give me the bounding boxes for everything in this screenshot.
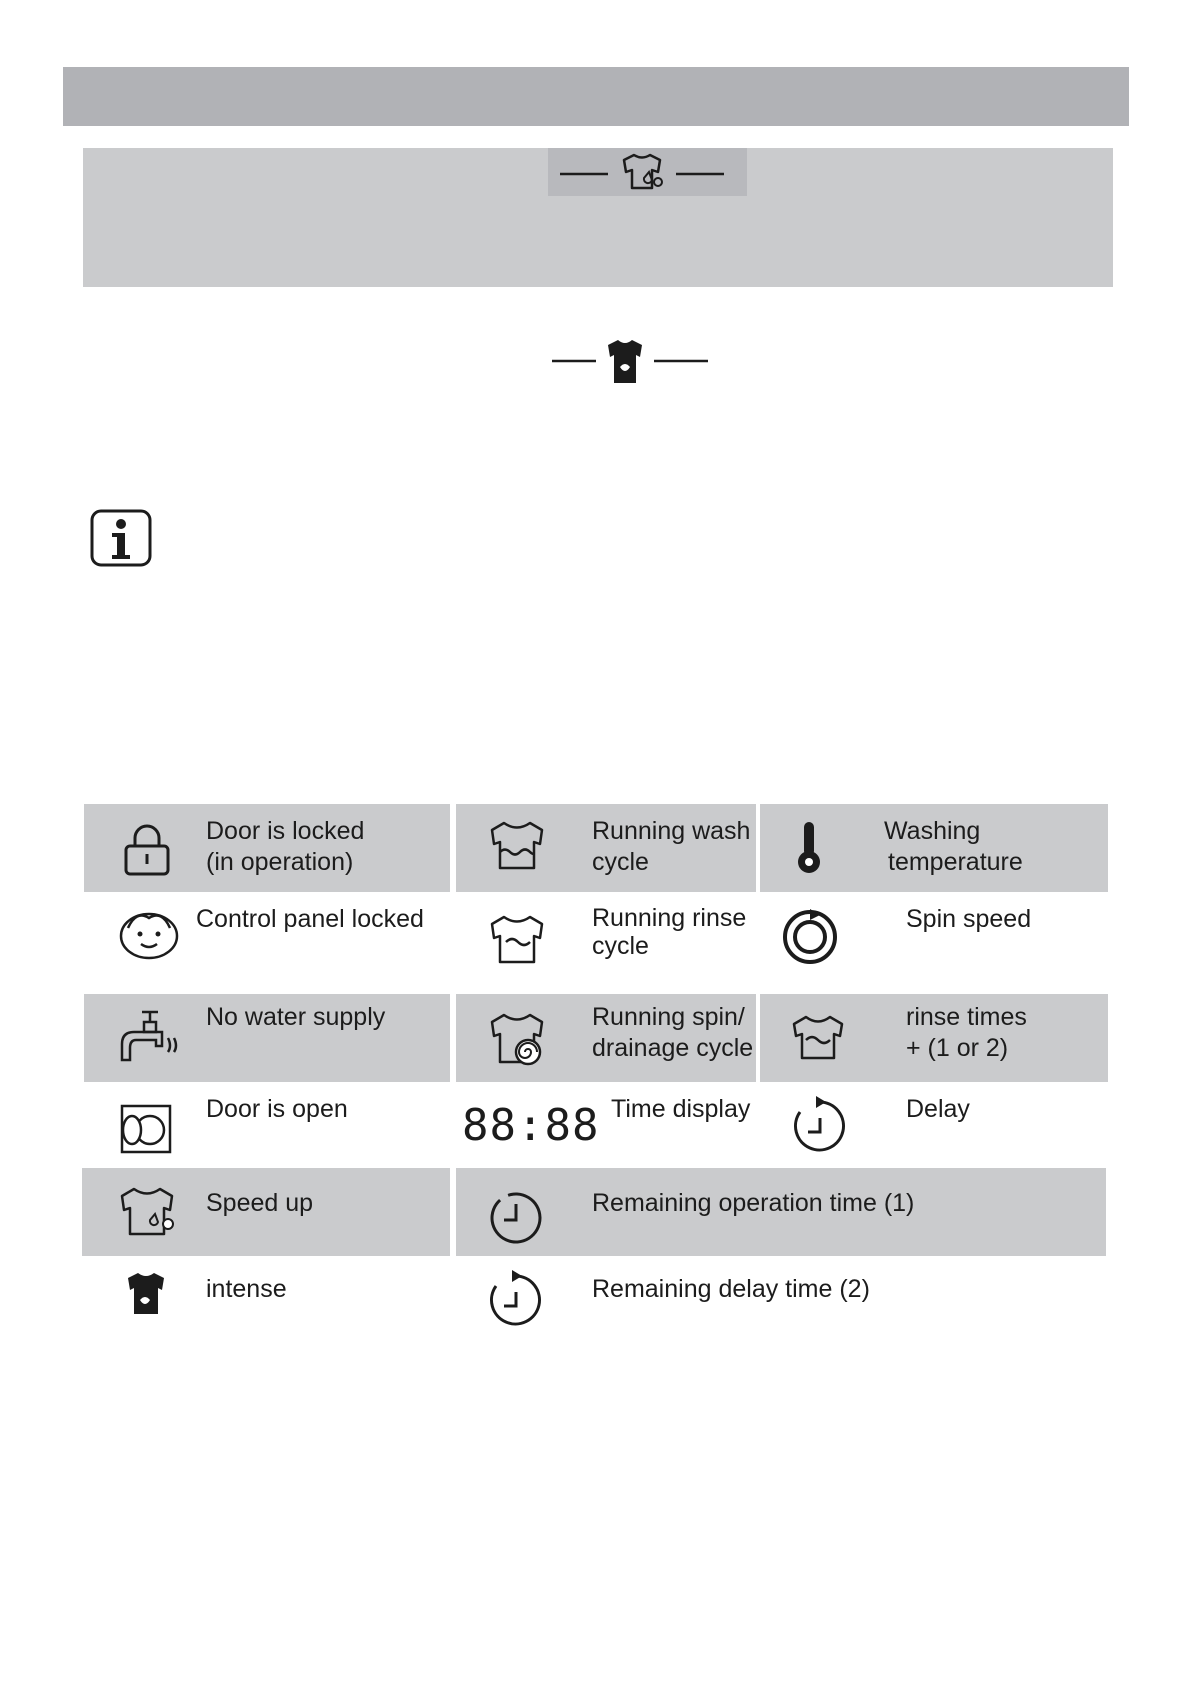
spin-icon bbox=[780, 904, 840, 966]
running-spin-line1: Running spin/ bbox=[592, 1003, 745, 1031]
delay-remaining-icon bbox=[486, 1268, 546, 1330]
legend-cell-spin-speed bbox=[760, 892, 1108, 994]
spin-drain-icon bbox=[486, 1010, 548, 1068]
door-locked-line2: (in operation) bbox=[206, 848, 354, 876]
speed-up-label: Speed up bbox=[206, 1189, 314, 1217]
legend-row-3 bbox=[84, 994, 1108, 1082]
rinse-times-line2: + (1 or 2) bbox=[906, 1034, 1009, 1062]
rinse-times-line1: rinse times bbox=[906, 1003, 1027, 1031]
running-wash-line2: cycle bbox=[592, 848, 649, 876]
door-locked-line1: Door is locked bbox=[206, 817, 365, 845]
speed-up-icon bbox=[548, 148, 747, 196]
tap-icon bbox=[118, 1008, 182, 1064]
legend-cell-running-spin bbox=[456, 994, 756, 1082]
intense-icon bbox=[550, 337, 710, 387]
rinse-icon bbox=[486, 912, 548, 968]
control-locked-label: Control panel locked bbox=[196, 905, 424, 933]
legend-cell-speed-up bbox=[82, 1168, 450, 1256]
door-open-icon bbox=[118, 1102, 174, 1156]
legend-row-5 bbox=[84, 1168, 1108, 1256]
legend-cell-remaining-delay bbox=[456, 1256, 1106, 1340]
legend-cell-control-locked bbox=[84, 892, 450, 994]
legend-cell-running-rinse bbox=[456, 892, 756, 994]
legend-row-1 bbox=[84, 804, 1108, 892]
no-water-label: No water supply bbox=[206, 1003, 386, 1031]
time-display-label: Time display bbox=[611, 1095, 751, 1123]
door-open-label: Door is open bbox=[206, 1095, 348, 1123]
legend-cell-door-open bbox=[84, 1082, 450, 1168]
thermometer-icon bbox=[794, 818, 824, 878]
remaining-op-label: Remaining operation time (1) bbox=[592, 1189, 915, 1217]
legend-cell-washing-temp bbox=[760, 804, 1108, 892]
legend-cell-delay bbox=[760, 1082, 1108, 1168]
legend-cell-door-locked bbox=[84, 804, 450, 892]
legend-cell-rinse-times bbox=[760, 994, 1108, 1082]
legend-row-2 bbox=[84, 892, 1108, 994]
info-icon bbox=[90, 509, 152, 567]
delay-icon bbox=[790, 1094, 850, 1156]
legend-cell-no-water bbox=[84, 994, 450, 1082]
rinse-times-icon bbox=[790, 1012, 846, 1064]
seven-segment-digits: 88:88 bbox=[462, 1100, 600, 1151]
running-wash-line1: Running wash bbox=[592, 817, 751, 845]
wash-icon bbox=[486, 818, 548, 874]
running-rinse-line2: cycle bbox=[592, 932, 649, 960]
running-rinse-line1: Running rinse bbox=[592, 904, 747, 932]
legend-row-6 bbox=[84, 1256, 1108, 1340]
intense-label: intense bbox=[206, 1275, 287, 1303]
lock-icon bbox=[122, 824, 172, 876]
intense-legend-icon bbox=[124, 1270, 168, 1318]
spin-speed-label: Spin speed bbox=[906, 905, 1032, 933]
remaining-delay-label: Remaining delay time (2) bbox=[592, 1275, 870, 1303]
legend-cell-time-display bbox=[456, 1082, 756, 1168]
delay-label: Delay bbox=[906, 1095, 970, 1123]
legend-cell-running-wash bbox=[456, 804, 756, 892]
speed-up-legend-icon bbox=[116, 1184, 182, 1240]
legend-cell-intense bbox=[84, 1256, 450, 1340]
header-bar bbox=[63, 67, 1129, 126]
speed-up-badge bbox=[548, 148, 747, 196]
washing-temp-line1: Washing bbox=[884, 817, 981, 845]
child-lock-icon bbox=[116, 904, 182, 962]
legend-cell-remaining-op bbox=[456, 1168, 1106, 1256]
running-spin-line2: drainage cycle bbox=[592, 1034, 754, 1062]
washing-temp-line2: temperature bbox=[888, 848, 1023, 876]
clock-icon bbox=[486, 1186, 546, 1246]
symbol-legend bbox=[84, 804, 1108, 1340]
legend-row-4 bbox=[84, 1082, 1108, 1168]
